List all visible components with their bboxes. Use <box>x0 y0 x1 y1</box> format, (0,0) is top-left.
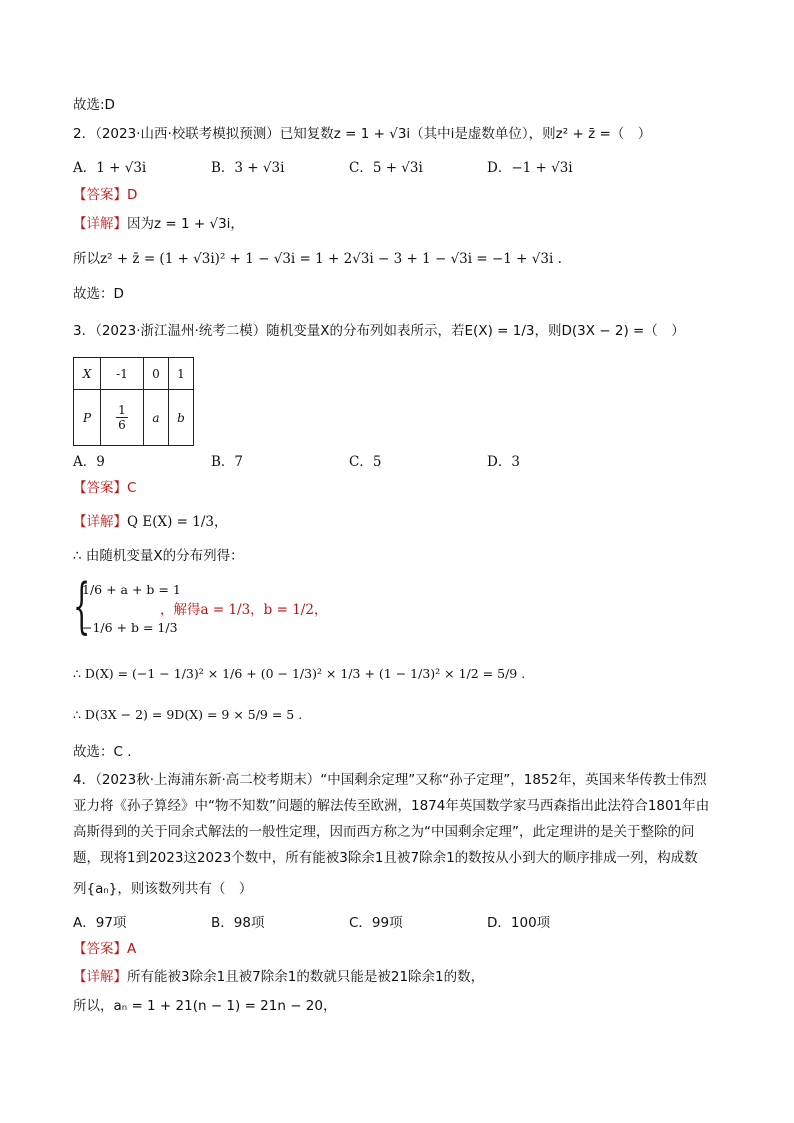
table-cell: b <box>169 390 194 446</box>
question-3-stem: 3．（2023·浙江温州·统考二模）随机变量X的分布列如表所示，若E(X) = 1/3，则D(3X − 2) =（ ） <box>73 323 685 339</box>
q3-conclusion: 故选：C . <box>73 744 132 760</box>
table-cell: -1 <box>101 358 144 390</box>
fraction: $\frac{1}{6}$ <box>118 403 126 432</box>
table-cell: 1 <box>169 358 194 390</box>
detail-tag: 【详解】 <box>73 216 127 232</box>
detail-tag: 【详解】 <box>73 514 127 530</box>
question-4-line-1: 4．（2023秋·上海浦东新·高二校考期末）“中国剩余定理”又称“孙子定理”，1852年，英国来华传教士伟烈 <box>73 772 707 788</box>
question-4-line-5: 列{aₙ}，则该数列共有（ ） <box>73 881 253 897</box>
q3-option-d: D．3 <box>487 454 520 470</box>
q2-option-b: B．3 + √3i <box>211 160 285 176</box>
question-4-line-4: 题，现将1到2023这2023个数中，所有能被3除余1且被7除余1的数按从小到大的顺序排成一列，构成数 <box>73 850 698 866</box>
q2-calculation: 所以z² + z̄ = (1 + √3i)² + 1 − √3i = 1 + 2√3i − 3 + 1 − √3i = −1 + √3i . <box>73 251 562 267</box>
q2-option-c: C．5 + √3i <box>349 160 423 176</box>
equation-brace: { <box>73 571 91 641</box>
q4-option-d: D．100项 <box>487 915 551 931</box>
question-4-line-2: 亚力将《孙子算经》中“物不知数”问题的解法传至欧洲，1874年英国数学家马西森指出此法符合1801年由 <box>73 798 710 814</box>
q3-from-distribution: ∴ 由随机变量X的分布列得： <box>73 548 244 564</box>
question-2-stem: 2．（2023·山西·校联考模拟预测）已知复数z = 1 + √3i（其中i是虚数单位），则z² + z̄ =（ ） <box>73 126 652 142</box>
q3-option-a: A．9 <box>73 454 105 470</box>
q4-answer <box>73 939 136 959</box>
q3-solution: ，解得a = 1/3，b = 1/2， <box>160 602 328 618</box>
answer-value: A <box>127 941 137 957</box>
detail-text: Q E(X) = 1/3， <box>127 514 228 530</box>
q2-detail <box>73 214 244 234</box>
q4-option-c: C．99项 <box>349 915 403 931</box>
q3-detail <box>73 512 227 532</box>
distribution-table <box>73 357 194 446</box>
q3-system-eq2: −1/6 + b = 1/3 <box>82 620 178 635</box>
q3-variance-transformed: ∴ D(3X − 2) = 9D(X) = 9 × 5/9 = 5 . <box>73 707 303 722</box>
q4-option-a: A．97项 <box>73 915 127 931</box>
prev-conclusion: 故选:D <box>73 97 115 113</box>
table-cell: X <box>74 358 101 390</box>
q3-option-c: C．5 <box>349 454 382 470</box>
q3-answer <box>73 478 136 498</box>
q3-variance: ∴ D(X) = (−1 − 1/3)² × 1/6 + (0 − 1/3)² × 1/3 + (1 − 1/3)² × 1/2 = 5/9 . <box>73 666 526 681</box>
answer-value: C <box>127 480 137 496</box>
detail-text: 所有能被3除余1且被7除余1的数就只能是被21除余1的数， <box>127 969 485 985</box>
detail-tag: 【详解】 <box>73 969 127 985</box>
table-cell: P <box>74 390 101 446</box>
answer-tag: 【答案】 <box>73 187 127 203</box>
q2-conclusion: 故选：D <box>73 286 124 302</box>
q2-option-d: D．−1 + √3i <box>487 160 573 176</box>
q2-option-a: A．1 + √3i <box>73 160 147 176</box>
answer-tag: 【答案】 <box>73 941 127 957</box>
q3-system-eq1: 1/6 + a + b = 1 <box>82 582 181 597</box>
q4-option-b: B．98项 <box>211 915 265 931</box>
q3-option-b: B．7 <box>211 454 244 470</box>
q2-answer <box>73 185 137 205</box>
question-4-line-3: 高斯得到的关于同余式解法的一般性定理，因而西方称之为“中国剩余定理”，此定理讲的是关于整除的问 <box>73 824 695 840</box>
answer-tag: 【答案】 <box>73 480 127 496</box>
q4-calculation: 所以，aₙ = 1 + 21(n − 1) = 21n − 20， <box>73 998 337 1014</box>
detail-text: 因为z = 1 + √3i， <box>127 216 244 232</box>
table-cell: 0 <box>144 358 169 390</box>
table-cell-fraction <box>101 390 144 446</box>
table-cell: a <box>144 390 169 446</box>
answer-value: D <box>127 187 138 203</box>
q4-detail <box>73 967 484 987</box>
